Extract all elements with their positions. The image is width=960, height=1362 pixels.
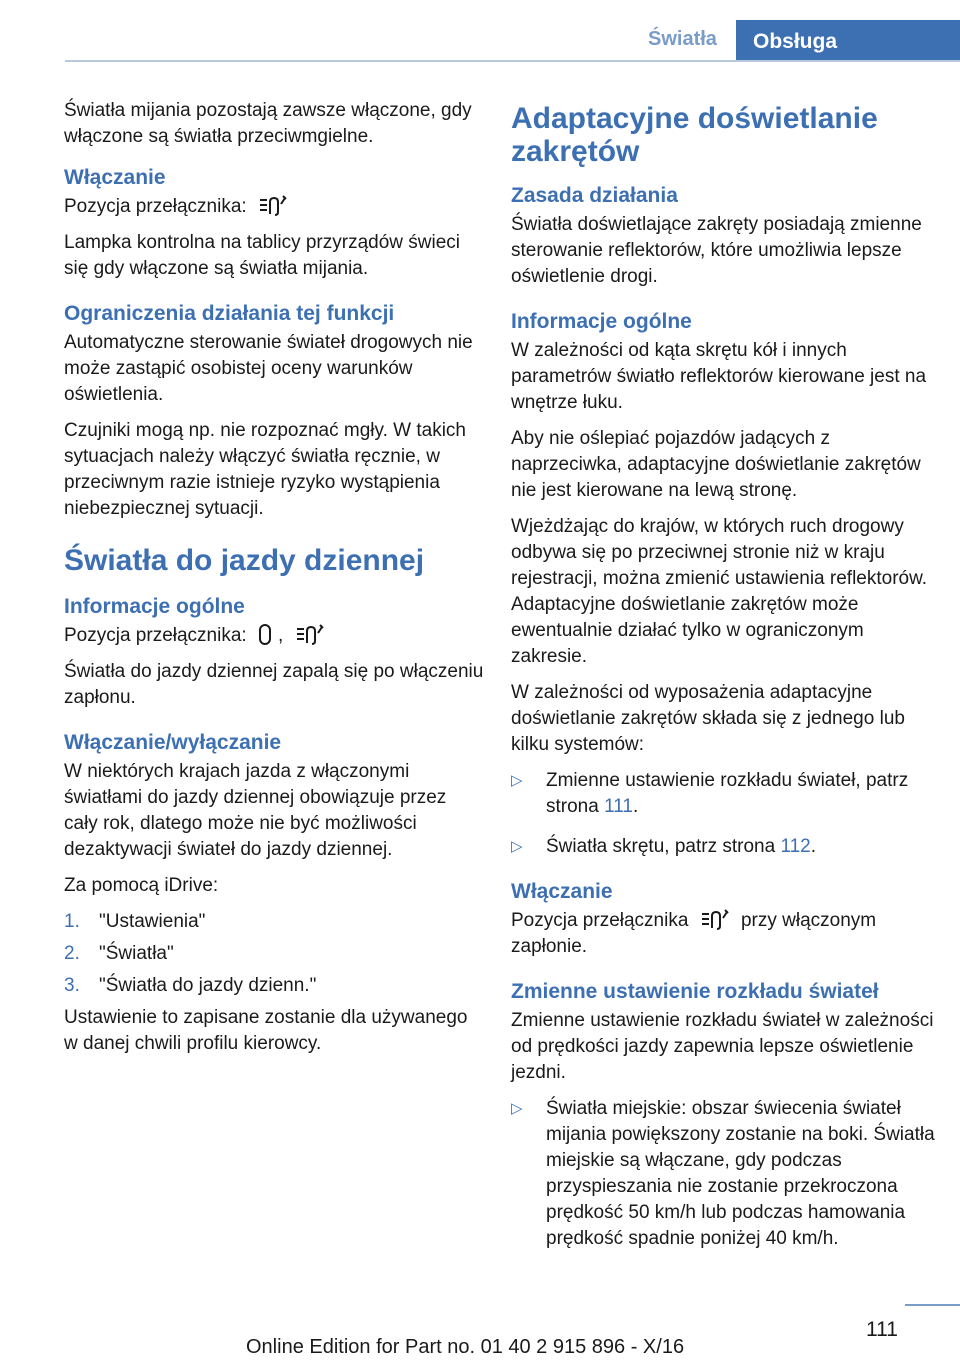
right-column [511, 98, 936, 1266]
header-section-label: Światła [648, 28, 717, 50]
page-link-112[interactable]: 112 [780, 836, 811, 857]
page-number: 111 [866, 1318, 898, 1341]
bullet-marker-icon: ▷ [511, 838, 523, 855]
heading-daytime-lights: Światła do jazdy dziennej [64, 544, 425, 577]
bullet-marker-icon: ▷ [511, 772, 523, 789]
page-link-111[interactable]: 111 [604, 796, 633, 817]
variable-light-paragraph: Zmienne ustawienie rozkładu świateł w zależności od prędkości jazdy zapewnia lepsze oświetlenie jezdni. [511, 1010, 934, 1083]
heading-wlaczanie: Włączanie [64, 166, 166, 189]
daytime-paragraph: Światła do jazdy dziennej zapalą się po włączeniu zapłonu. [64, 661, 484, 708]
heading-variable-light: Zmienne ustawienie rozkładu świateł [511, 980, 879, 1003]
heading-adaptive-light: Adaptacyjne doświetlanie zakrętów [511, 102, 878, 168]
list-item: ▷ Zmienne ustawienie rozkładu świateł, patrz strona 111. [511, 770, 909, 817]
general-paragraph-2: Aby nie oślepiać pojazdów jadących z naprzeciwka, adaptacyjne doświetlanie zakrętów nie jest kierowane na lewą stronę. [511, 428, 921, 501]
left-column [64, 98, 484, 1067]
on-off-paragraph: W niektórych krajach jazda z włączonymi światłami do jazdy dziennej obowiązuje przez cały rok, dlatego może nie być możliwości dezaktywacji świateł do jazdy dziennej. [64, 761, 447, 860]
header-rule [65, 60, 960, 62]
switch-position-line: Pozycja przełącznika: [64, 194, 484, 220]
idrive-steps [64, 909, 484, 999]
heading-on-off: Włączanie/wyłączanie [64, 731, 282, 754]
systems-list [511, 768, 936, 860]
switch-zero-icon [258, 623, 272, 647]
heading-limits: Ograniczenia działania tej funkcji [64, 302, 395, 325]
high-beam-assistant-icon [258, 194, 288, 218]
edition-footer: Online Edition for Part no. 01 40 2 915 896 - X/16 [246, 1336, 685, 1358]
list-item: 1. "Ustawienia" [64, 911, 206, 932]
switch-position-line-2: Pozycja przełącznika: , [64, 623, 484, 649]
list-item: 2. "Światła" [64, 943, 174, 964]
profile-paragraph: Ustawienie to zapisane zostanie dla używanego w danej chwili profilu kierowcy. [64, 1007, 468, 1054]
heading-general-info-right: Informacje ogólne [511, 310, 692, 333]
page-number-rule [905, 1304, 960, 1306]
heading-wlaczanie-right: Włączanie [511, 880, 613, 903]
limits-paragraph-1: Automatyczne sterowanie świateł drogowych nie może zastąpić osobistej oceny warunków oświetlenia. [64, 332, 473, 405]
indicator-paragraph: Lampka kontrolna na tablicy przyrządów świeci się gdy włączone są światła mijania. [64, 232, 461, 279]
high-beam-assistant-icon [295, 623, 325, 647]
principle-paragraph: Światła doświetlające zakręty posiadają zmienne sterowanie reflektorów, które umożliwia lepsze oświetlenie drogi. [511, 214, 922, 287]
general-paragraph-3: Wjeżdżając do krajów, w których ruch drogowy odbywa się po przeciwnej stronie niż w kraju rejestracji, można zmienić ustawienia reflektorów. Adaptacyjne doświetlanie zakrętów może ewentualnie działać tylko w ograniczonym zakresie. [511, 516, 928, 667]
list-item: 3. "Światła do jazdy dzienn." [64, 975, 317, 996]
city-light-list [511, 1096, 936, 1252]
idrive-line: Za pomocą iDrive: [64, 875, 219, 896]
heading-general-info: Informacje ogólne [64, 595, 245, 618]
high-beam-assistant-icon [700, 908, 730, 932]
header-chapter-tab: Obsługa [736, 20, 960, 62]
general-paragraph-1: W zależności od kąta skrętu kół i innych parametrów światło reflektorów kierowane jest na wnętrze łuku. [511, 340, 927, 413]
limits-paragraph-2: Czujniki mogą np. nie rozpoznać mgły. W takich sytuacjach należy włączyć światła ręcznie, w przeciwnym razie istnieje ryzyko wystąpienia niebezpiecznej sytuacji. [64, 420, 466, 519]
list-item: ▷ Światła skrętu, patrz strona 112. [511, 834, 936, 860]
intro-paragraph: Światła mijania pozostają zawsze włączone, gdy włączone są światła przeciwmgielne. [64, 100, 472, 147]
switch-position-paragraph: Pozycja przełącznika przy włączonym zapłonie. [511, 910, 877, 957]
bullet-marker-icon: ▷ [511, 1100, 523, 1117]
general-paragraph-4: W zależności od wyposażenia adaptacyjne doświetlanie zakrętów składa się z jednego lub kilku systemów: [511, 682, 905, 755]
list-item: ▷ Światła miejskie: obszar świecenia świateł mijania powiększony zostanie na boki. Światła miejskie są włączane, gdy podczas przyspieszania nie zostanie przekroczona prędkość 50 km/h lub podczas hamowania prędkość spadnie poniżej 40 km/h. [511, 1098, 935, 1249]
heading-principle: Zasada działania [511, 184, 678, 207]
